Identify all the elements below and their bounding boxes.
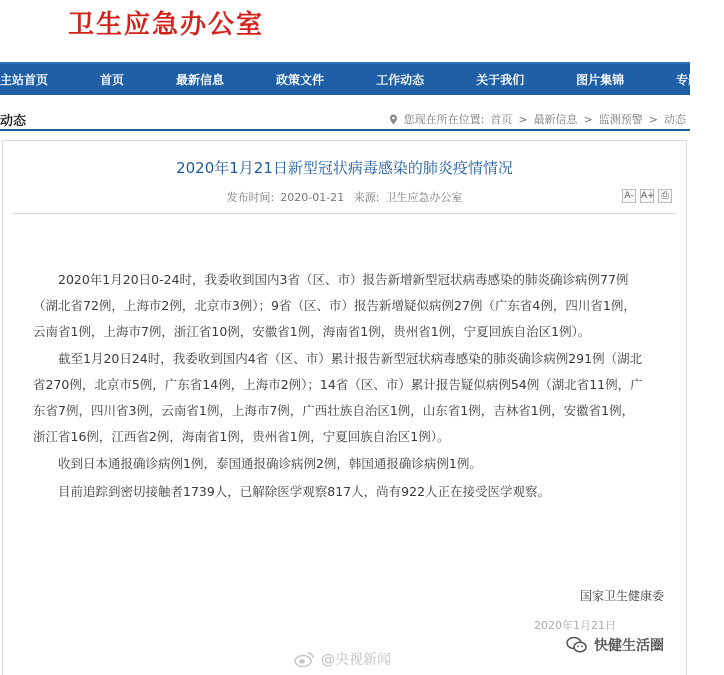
- site-logo[interactable]: 卫生应急办公室: [68, 10, 265, 40]
- print-button[interactable]: ⎙: [658, 189, 672, 203]
- article-title: 2020年1月21日新型冠状病毒感染的肺炎疫情情况: [176, 159, 513, 177]
- title-divider: [13, 213, 676, 214]
- watermark-cctv: [293, 649, 391, 669]
- breadcrumb-news[interactable]: 动态: [664, 113, 686, 126]
- breadcrumb-bar: [0, 105, 690, 131]
- breadcrumb-separator: >: [518, 112, 528, 126]
- article-meta: [3, 189, 686, 205]
- main-nav: [0, 62, 724, 95]
- watermark-right-text: 快健生活圈: [594, 638, 664, 654]
- font-decrease-button[interactable]: A-: [622, 189, 636, 203]
- publish-label: 发布时间:: [226, 191, 275, 204]
- article-paragraph: 目前追踪到密切接触者1739人，已解除医学观察817人，尚有922人正在接受医学观察。: [58, 483, 551, 499]
- site-header: [0, 0, 690, 62]
- breadcrumb-monitoring[interactable]: 监测预警: [598, 113, 643, 126]
- nav-item-policy-docs[interactable]: 政策文件: [276, 73, 325, 87]
- article-signature: 国家卫生健康委: [579, 589, 664, 603]
- nav-item-special-topics[interactable]: 专题专栏: [676, 73, 724, 87]
- weibo-icon: [293, 650, 315, 668]
- publish-date: 2020-01-21: [280, 191, 345, 204]
- breadcrumb-latest-info[interactable]: 最新信息: [533, 113, 578, 126]
- nav-item-about-us[interactable]: 关于我们: [476, 73, 525, 87]
- nav-item-latest-info[interactable]: 最新信息: [176, 73, 225, 87]
- section-label: 动态: [0, 114, 27, 129]
- breadcrumb: [389, 111, 686, 127]
- wechat-icon: [566, 636, 588, 654]
- article-tools: [622, 189, 672, 203]
- nav-item-home[interactable]: 首页: [100, 73, 125, 87]
- article-paragraph: 2020年1月20日0-24时，我委收到国内3省（区、市）报告新增新型冠状病毒感染的肺炎确诊病例77例（湖北省72例，上海市2例，北京市3例）；9省（区、市）报告新增疑似病例27例（广东省4例，四川省1例，云南省1例，上海市7例，浙江省10例，安徽省1例，海南省1例，贵州省1例，宁夏回族自治区1例）。: [33, 272, 636, 339]
- font-increase-button[interactable]: A+: [641, 191, 655, 201]
- article-source: 卫生应急办公室: [385, 191, 463, 204]
- nav-item-main-home[interactable]: 主站首页: [0, 73, 49, 87]
- article-signature-date: 2020年1月21日: [534, 619, 616, 632]
- location-pin-icon: [389, 114, 398, 125]
- watermark-account: [566, 635, 664, 655]
- nav-item-gallery[interactable]: 图片集锦: [576, 73, 625, 87]
- article-paragraph: 截至1月20日24时，我委收到国内4省（区、市）累计报告新型冠状病毒感染的肺炎确诊病例291例（湖北省270例，北京市5例，广东省14例，上海市2例）；14省（区、市）累计报告疑似病例54例（湖北省11例，广东省7例，四川省3例，云南省1例，上海市7例，广西壮族自治区1例，山东省1例，吉林省1例，安徽省1例，浙江省16例，江西省2例，海南省1例，贵州省1例，宁夏回族自治区1例）。: [33, 351, 643, 444]
- breadcrumb-home[interactable]: 首页: [490, 113, 513, 126]
- breadcrumb-separator: >: [648, 112, 658, 126]
- nav-item-work-news[interactable]: 工作动态: [376, 73, 425, 87]
- source-label: 来源:: [353, 191, 380, 204]
- breadcrumb-separator: >: [583, 112, 593, 126]
- article-body: [33, 267, 645, 506]
- watermark-left-text: @央视新闻: [321, 652, 391, 668]
- breadcrumb-prefix: 您现在所在位置:: [403, 113, 485, 126]
- article-paragraph: 收到日本通报确诊病例1例，泰国通报确诊病例2例，韩国通报确诊病例1例。: [58, 456, 482, 472]
- article-panel: [2, 140, 687, 675]
